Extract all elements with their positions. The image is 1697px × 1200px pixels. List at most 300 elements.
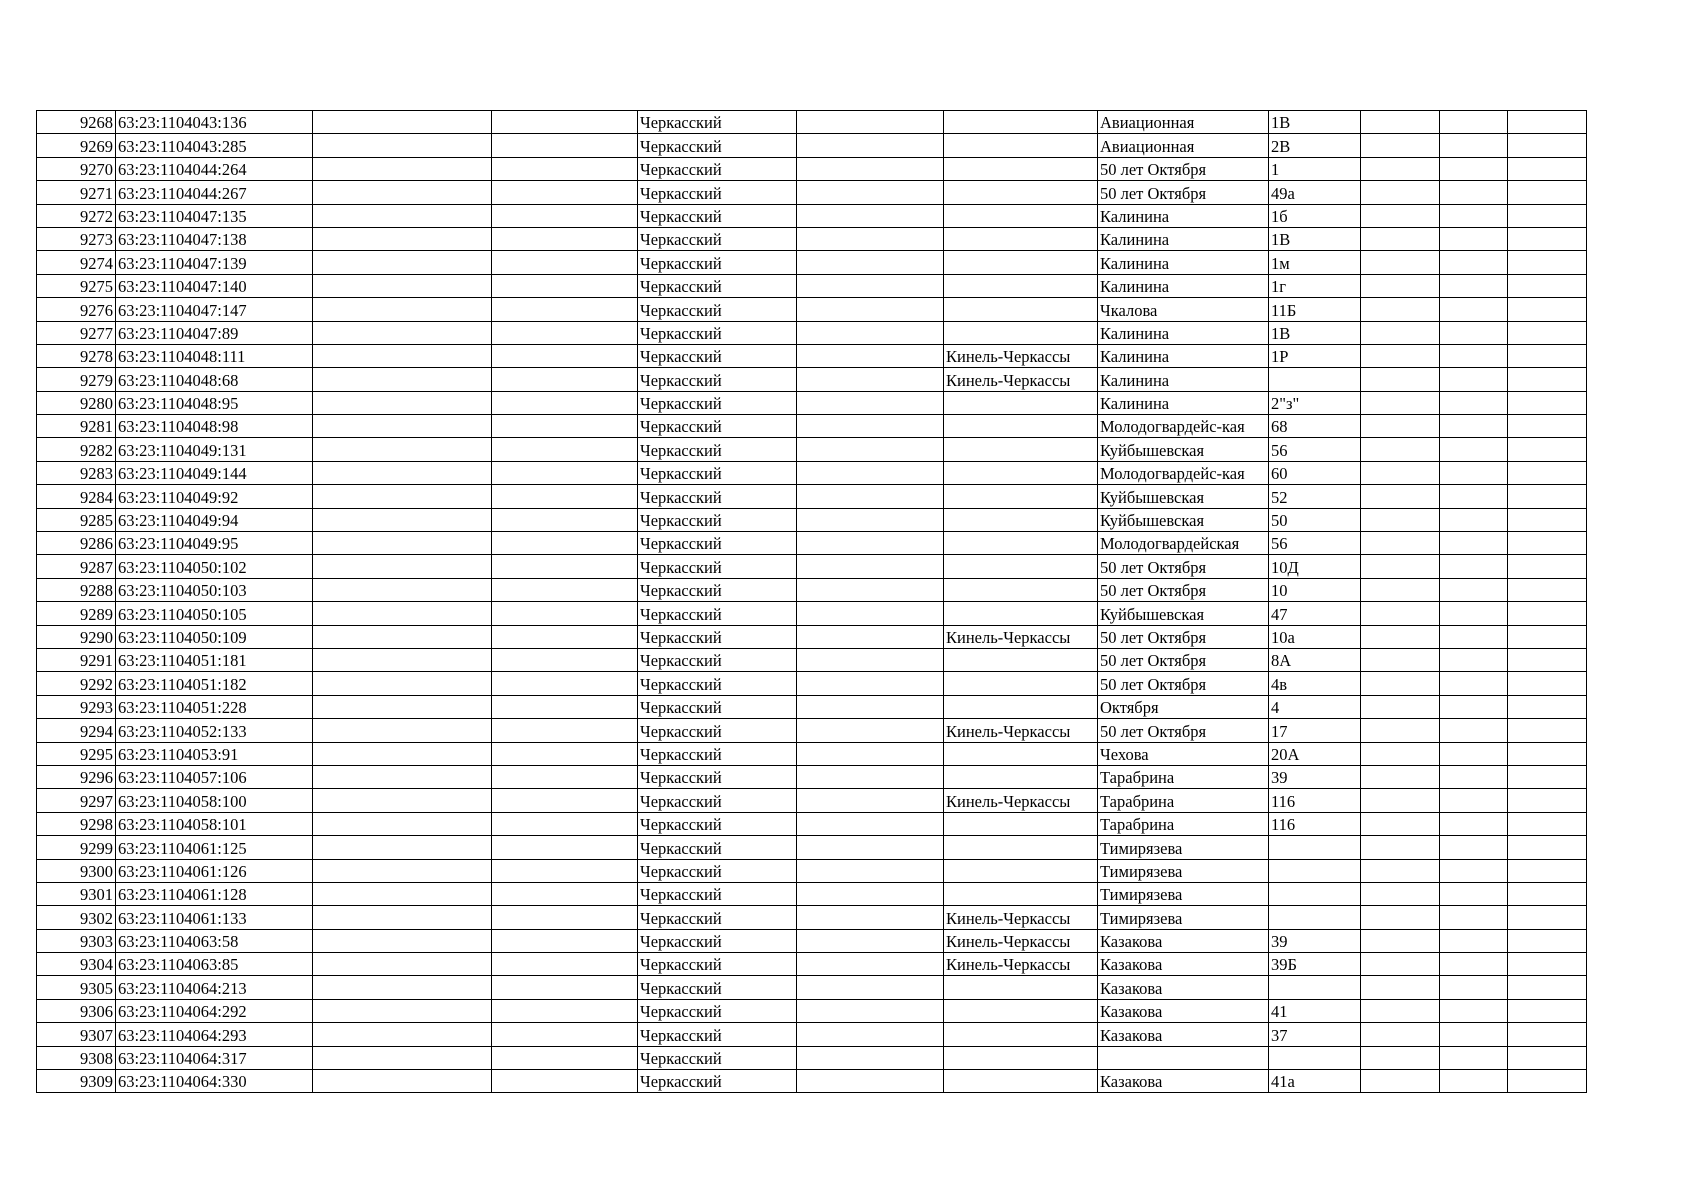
street-cell: Калинина [1098,321,1269,344]
empty-cell [797,157,944,180]
empty-cell [313,461,492,484]
house-number-cell: 10а [1269,625,1361,648]
table-row [37,321,1587,344]
empty-cell [1508,953,1587,976]
empty-cell [1508,111,1587,134]
street-cell: Октября [1098,695,1269,718]
cadastral-number-cell: 63:23:1104063:58 [116,929,313,952]
empty-cell [1508,1070,1587,1093]
empty-cell [313,274,492,297]
district-cell: Черкасский [638,368,797,391]
house-number-cell: 1Р [1269,344,1361,367]
table-row [37,227,1587,250]
empty-cell [1508,929,1587,952]
empty-cell [797,648,944,671]
house-number-cell: 47 [1269,602,1361,625]
empty-cell [313,976,492,999]
cadastral-number-cell: 63:23:1104050:103 [116,578,313,601]
house-number-cell: 39 [1269,765,1361,788]
street-cell: Калинина [1098,391,1269,414]
empty-cell [1440,648,1508,671]
street-cell: Казакова [1098,976,1269,999]
empty-cell [313,882,492,905]
street-cell: Калинина [1098,368,1269,391]
cadastral-number-cell: 63:23:1104044:267 [116,181,313,204]
house-number-cell: 10 [1269,578,1361,601]
row-number-cell: 9268 [37,111,116,134]
empty-cell [313,321,492,344]
house-number-cell [1269,1046,1361,1069]
empty-cell [1361,391,1440,414]
empty-cell [492,344,638,367]
district-cell: Черкасский [638,227,797,250]
district-cell: Черкасский [638,929,797,952]
empty-cell [1440,1046,1508,1069]
empty-cell [492,648,638,671]
locality-cell [944,508,1098,531]
empty-cell [1508,368,1587,391]
district-cell: Черкасский [638,789,797,812]
row-number-cell: 9275 [37,274,116,297]
cadastral-number-cell: 63:23:1104048:111 [116,344,313,367]
row-number-cell: 9296 [37,765,116,788]
locality-cell [944,227,1098,250]
table-row [37,134,1587,157]
locality-cell [944,438,1098,461]
empty-cell [1508,532,1587,555]
empty-cell [1508,134,1587,157]
row-number-cell: 9284 [37,485,116,508]
house-number-cell: 10Д [1269,555,1361,578]
row-number-cell: 9279 [37,368,116,391]
empty-cell [492,157,638,180]
locality-cell: Кинель-Черкассы [944,625,1098,648]
empty-cell [313,485,492,508]
district-cell: Черкасский [638,1046,797,1069]
empty-cell [1440,204,1508,227]
empty-cell [797,274,944,297]
row-number-cell: 9307 [37,1023,116,1046]
row-number-cell: 9292 [37,672,116,695]
locality-cell [944,111,1098,134]
empty-cell [1361,438,1440,461]
table-row [37,719,1587,742]
house-number-cell: 1В [1269,111,1361,134]
street-cell: Куйбышевская [1098,485,1269,508]
empty-cell [1361,742,1440,765]
empty-cell [1361,695,1440,718]
empty-cell [797,181,944,204]
empty-cell [1508,719,1587,742]
empty-cell [1440,485,1508,508]
empty-cell [1440,812,1508,835]
empty-cell [313,391,492,414]
row-number-cell: 9273 [37,227,116,250]
empty-cell [797,578,944,601]
empty-cell [797,602,944,625]
cadastral-number-cell: 63:23:1104049:131 [116,438,313,461]
row-number-cell: 9276 [37,298,116,321]
street-cell: Казакова [1098,929,1269,952]
empty-cell [313,181,492,204]
row-number-cell: 9293 [37,695,116,718]
cadastral-number-cell: 63:23:1104050:105 [116,602,313,625]
empty-cell [1508,672,1587,695]
cadastral-number-cell: 63:23:1104053:91 [116,742,313,765]
street-cell: Авиационная [1098,134,1269,157]
locality-cell [944,602,1098,625]
empty-cell [1508,298,1587,321]
empty-cell [492,999,638,1022]
empty-cell [797,251,944,274]
empty-cell [1361,719,1440,742]
table-row [37,1046,1587,1069]
locality-cell: Кинель-Черкассы [944,953,1098,976]
table-row [37,953,1587,976]
cadastral-number-cell: 63:23:1104064:293 [116,1023,313,1046]
locality-cell [944,274,1098,297]
street-cell: Чехова [1098,742,1269,765]
empty-cell [1361,368,1440,391]
street-cell: Калинина [1098,274,1269,297]
empty-cell [1508,812,1587,835]
cadastral-number-cell: 63:23:1104061:133 [116,906,313,929]
empty-cell [1508,789,1587,812]
empty-cell [1440,672,1508,695]
empty-cell [797,812,944,835]
locality-cell [944,391,1098,414]
row-number-cell: 9282 [37,438,116,461]
table-row [37,765,1587,788]
empty-cell [313,602,492,625]
street-cell: Молодогвардейс-кая [1098,415,1269,438]
house-number-cell: 2В [1269,134,1361,157]
empty-cell [1508,836,1587,859]
empty-cell [492,227,638,250]
district-cell: Черкасский [638,999,797,1022]
empty-cell [1440,391,1508,414]
empty-cell [492,765,638,788]
locality-cell [944,555,1098,578]
empty-cell [492,882,638,905]
locality-cell: Кинель-Черкассы [944,368,1098,391]
street-cell: Калинина [1098,227,1269,250]
empty-cell [1508,882,1587,905]
empty-cell [492,251,638,274]
empty-cell [1440,157,1508,180]
cadastral-number-cell: 63:23:1104048:95 [116,391,313,414]
empty-cell [797,1046,944,1069]
empty-cell [492,438,638,461]
empty-cell [797,672,944,695]
table-row [37,251,1587,274]
street-cell: Молодогвардейская [1098,532,1269,555]
locality-cell [944,578,1098,601]
empty-cell [1440,929,1508,952]
empty-cell [1361,953,1440,976]
row-number-cell: 9304 [37,953,116,976]
empty-cell [492,181,638,204]
street-cell: Калинина [1098,344,1269,367]
locality-cell: Кинель-Черкассы [944,344,1098,367]
empty-cell [492,742,638,765]
house-number-cell: 17 [1269,719,1361,742]
empty-cell [797,742,944,765]
locality-cell [944,157,1098,180]
row-number-cell: 9285 [37,508,116,531]
locality-cell [944,976,1098,999]
empty-cell [1440,953,1508,976]
empty-cell [313,227,492,250]
row-number-cell: 9270 [37,157,116,180]
house-number-cell: 1г [1269,274,1361,297]
empty-cell [1508,578,1587,601]
empty-cell [797,532,944,555]
table-row [37,742,1587,765]
empty-cell [797,508,944,531]
table-row [37,1023,1587,1046]
empty-cell [313,929,492,952]
empty-cell [1361,602,1440,625]
empty-cell [313,1070,492,1093]
street-cell: 50 лет Октября [1098,578,1269,601]
empty-cell [313,625,492,648]
empty-cell [1440,578,1508,601]
row-number-cell: 9309 [37,1070,116,1093]
empty-cell [1361,461,1440,484]
empty-cell [313,415,492,438]
house-number-cell: 11Б [1269,298,1361,321]
empty-cell [1361,532,1440,555]
table-row [37,508,1587,531]
empty-cell [1361,204,1440,227]
table-row [37,461,1587,484]
empty-cell [1361,274,1440,297]
district-cell: Черкасский [638,906,797,929]
district-cell: Черкасский [638,485,797,508]
row-number-cell: 9287 [37,555,116,578]
street-cell: Калинина [1098,251,1269,274]
empty-cell [797,298,944,321]
empty-cell [1508,765,1587,788]
house-number-cell: 116 [1269,789,1361,812]
empty-cell [492,321,638,344]
empty-cell [1361,508,1440,531]
empty-cell [1361,976,1440,999]
locality-cell: Кинель-Черкассы [944,719,1098,742]
district-cell: Черкасский [638,274,797,297]
empty-cell [313,765,492,788]
district-cell: Черкасский [638,181,797,204]
street-cell: 50 лет Октября [1098,625,1269,648]
locality-cell [944,321,1098,344]
empty-cell [1508,438,1587,461]
table-row [37,602,1587,625]
district-cell: Черкасский [638,1070,797,1093]
empty-cell [313,812,492,835]
empty-cell [492,906,638,929]
empty-cell [492,298,638,321]
empty-cell [797,695,944,718]
cadastral-number-cell: 63:23:1104047:89 [116,321,313,344]
empty-cell [313,134,492,157]
empty-cell [313,111,492,134]
locality-cell: Кинель-Черкассы [944,906,1098,929]
empty-cell [1440,555,1508,578]
cadastral-number-cell: 63:23:1104051:181 [116,648,313,671]
street-cell: Тарабрина [1098,812,1269,835]
cadastral-number-cell: 63:23:1104049:94 [116,508,313,531]
empty-cell [1440,882,1508,905]
locality-cell [944,251,1098,274]
empty-cell [313,859,492,882]
district-cell: Черкасский [638,812,797,835]
empty-cell [313,648,492,671]
empty-cell [1361,111,1440,134]
empty-cell [492,485,638,508]
empty-cell [492,461,638,484]
cadastral-number-cell: 63:23:1104052:133 [116,719,313,742]
street-cell: Казакова [1098,1023,1269,1046]
row-number-cell: 9295 [37,742,116,765]
row-number-cell: 9271 [37,181,116,204]
district-cell: Черкасский [638,578,797,601]
row-number-cell: 9305 [37,976,116,999]
row-number-cell: 9281 [37,415,116,438]
empty-cell [1440,695,1508,718]
registry-table [36,110,1587,1093]
empty-cell [1440,251,1508,274]
empty-cell [1440,719,1508,742]
empty-cell [492,602,638,625]
district-cell: Черкасский [638,953,797,976]
row-number-cell: 9302 [37,906,116,929]
cadastral-number-cell: 63:23:1104061:126 [116,859,313,882]
empty-cell [1508,859,1587,882]
locality-cell [944,461,1098,484]
document-page [36,110,1587,1093]
empty-cell [797,765,944,788]
table-row [37,999,1587,1022]
cadastral-number-cell: 63:23:1104050:102 [116,555,313,578]
street-cell: 50 лет Октября [1098,157,1269,180]
cadastral-number-cell: 63:23:1104049:95 [116,532,313,555]
empty-cell [313,508,492,531]
empty-cell [1508,181,1587,204]
empty-cell [1440,274,1508,297]
empty-cell [1440,344,1508,367]
table-row [37,344,1587,367]
empty-cell [1361,555,1440,578]
table-row [37,812,1587,835]
empty-cell [797,111,944,134]
empty-cell [1361,789,1440,812]
empty-cell [797,391,944,414]
table-row [37,648,1587,671]
empty-cell [797,1070,944,1093]
locality-cell [944,812,1098,835]
empty-cell [1361,836,1440,859]
locality-cell [944,695,1098,718]
empty-cell [1508,508,1587,531]
cadastral-number-cell: 63:23:1104061:125 [116,836,313,859]
empty-cell [1440,368,1508,391]
empty-cell [1361,227,1440,250]
empty-cell [797,204,944,227]
house-number-cell: 4 [1269,695,1361,718]
empty-cell [313,251,492,274]
house-number-cell: 20А [1269,742,1361,765]
street-cell: Казакова [1098,953,1269,976]
empty-cell [492,976,638,999]
district-cell: Черкасский [638,742,797,765]
empty-cell [1361,812,1440,835]
cadastral-number-cell: 63:23:1104047:147 [116,298,313,321]
house-number-cell: 56 [1269,438,1361,461]
empty-cell [1508,555,1587,578]
street-cell: 50 лет Октября [1098,555,1269,578]
empty-cell [492,368,638,391]
empty-cell [797,625,944,648]
house-number-cell: 39Б [1269,953,1361,976]
cadastral-number-cell: 63:23:1104064:292 [116,999,313,1022]
house-number-cell: 1В [1269,321,1361,344]
table-row [37,672,1587,695]
locality-cell [944,298,1098,321]
empty-cell [797,461,944,484]
house-number-cell [1269,368,1361,391]
empty-cell [1440,1070,1508,1093]
empty-cell [1361,648,1440,671]
house-number-cell: 49а [1269,181,1361,204]
district-cell: Черкасский [638,648,797,671]
street-cell: Тимирязева [1098,882,1269,905]
house-number-cell: 50 [1269,508,1361,531]
empty-cell [1361,298,1440,321]
empty-cell [492,555,638,578]
empty-cell [1440,602,1508,625]
empty-cell [797,999,944,1022]
empty-cell [1440,532,1508,555]
empty-cell [1361,929,1440,952]
locality-cell: Кинель-Черкассы [944,929,1098,952]
district-cell: Черкасский [638,555,797,578]
district-cell: Черкасский [638,251,797,274]
house-number-cell [1269,906,1361,929]
row-number-cell: 9272 [37,204,116,227]
cadastral-number-cell: 63:23:1104048:98 [116,415,313,438]
house-number-cell: 41 [1269,999,1361,1022]
district-cell: Черкасский [638,415,797,438]
empty-cell [1508,1023,1587,1046]
table-row [37,882,1587,905]
table-row [37,555,1587,578]
empty-cell [313,204,492,227]
empty-cell [1361,157,1440,180]
street-cell: Тарабрина [1098,789,1269,812]
empty-cell [313,344,492,367]
table-row [37,578,1587,601]
empty-cell [1508,204,1587,227]
empty-cell [492,695,638,718]
district-cell: Черкасский [638,298,797,321]
locality-cell [944,672,1098,695]
empty-cell [1361,882,1440,905]
row-number-cell: 9298 [37,812,116,835]
empty-cell [797,953,944,976]
empty-cell [313,695,492,718]
district-cell: Черкасский [638,344,797,367]
